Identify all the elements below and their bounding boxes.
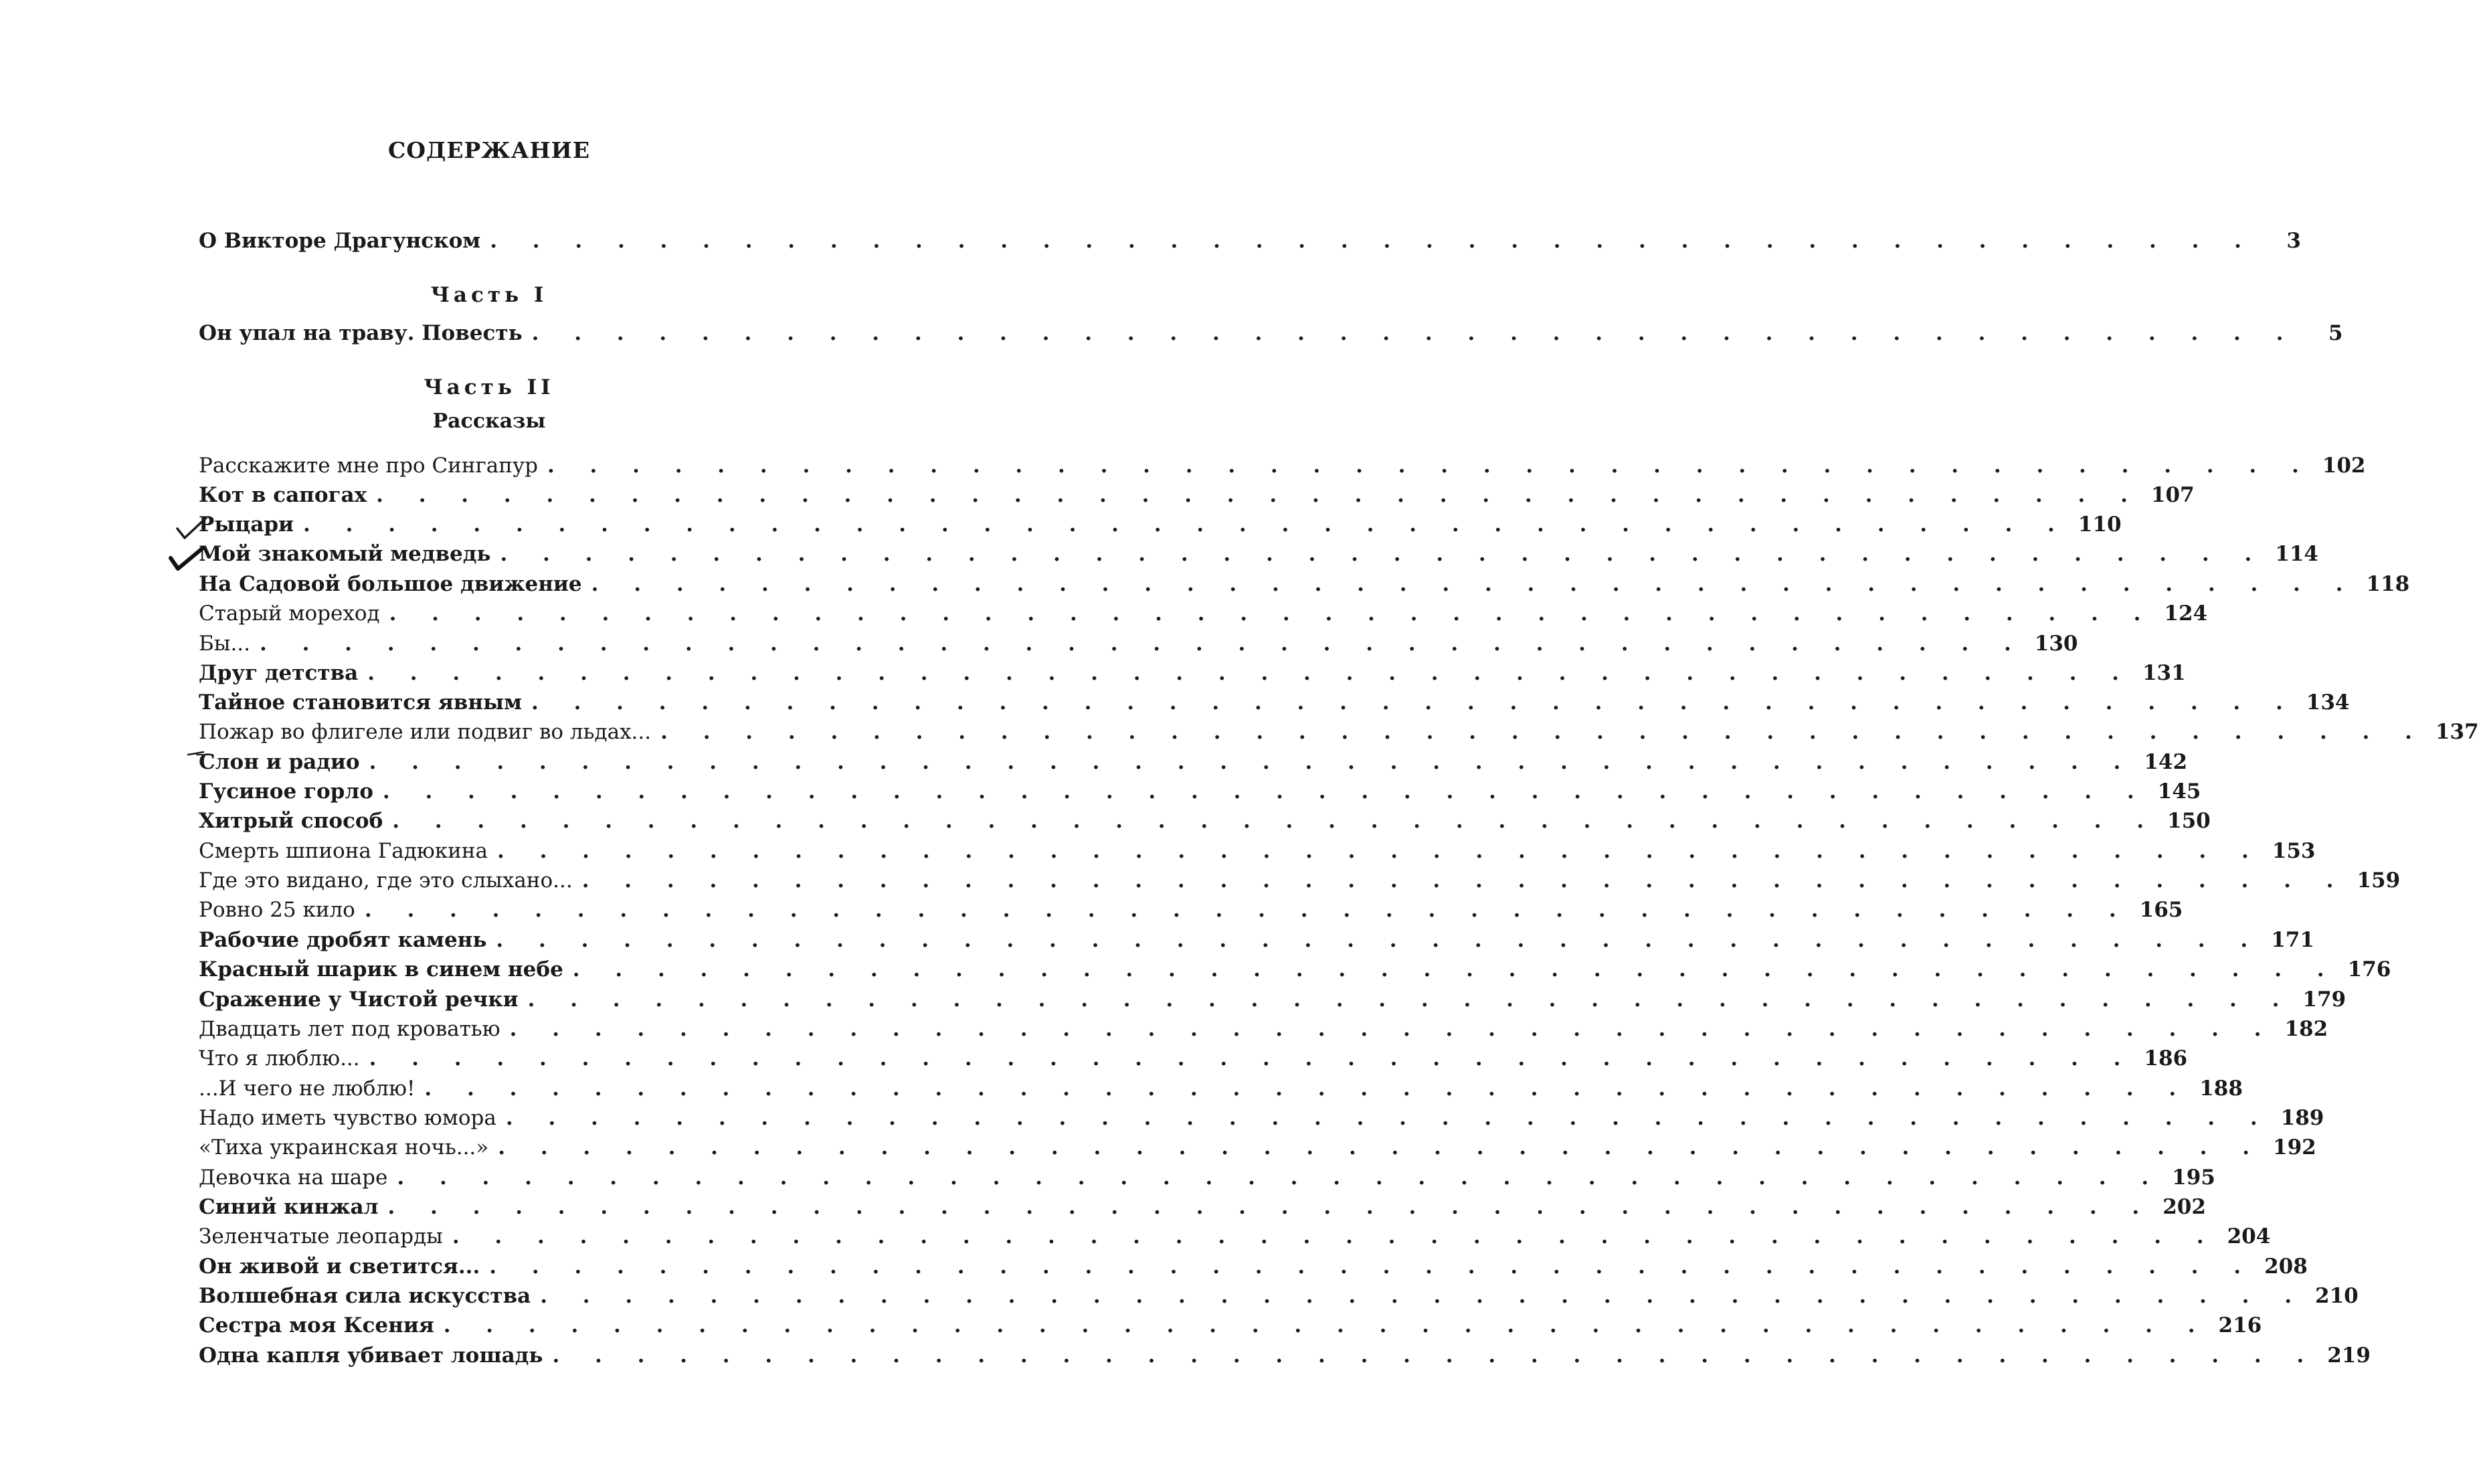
entry-title: Красный шарик в синем небе	[199, 957, 563, 982]
checkmark-icon	[169, 545, 206, 573]
entry-title: Рабочие дробят камень	[199, 928, 487, 952]
toc-entry[interactable]	[199, 1224, 2271, 1254]
entry-title: Где это видано, где это слыхано...	[199, 868, 573, 893]
entry-title: Девочка на шаре	[199, 1166, 388, 1190]
toc-entry[interactable]	[199, 661, 2186, 690]
entry-page: 145	[2157, 779, 2201, 804]
dot-leader: . . . . . . . . . . . . . . . . . . . . . . . . . . . . . . . . . . . . . . . . . .	[505, 1106, 2272, 1130]
dot-leader: . . . . . . . . . . . . . . . . . . . . . . . . . . . . . . . . . . . . . . . . . .	[552, 1343, 2318, 1368]
entry-title: Гусиное горло	[199, 779, 373, 804]
toc-entry[interactable]	[199, 1195, 2206, 1224]
dot-leader: . . . . . . . . . . . . . . . . . . . . . . . . . . . . . . . . . . . . . . . . . .	[452, 1224, 2218, 1248]
entry-title: Синий кинжал	[199, 1195, 379, 1219]
toc-entry[interactable]	[199, 898, 2183, 927]
toc-entry-novel[interactable]	[199, 321, 2343, 351]
entry-title: Расскажите мне про Сингапур	[199, 454, 538, 478]
entry-title: Друг детства	[199, 661, 359, 685]
dot-leader: . . . . . . . . . . . . . . . . . . . . . . . . . . . . . . . . . . . . . . . . . .	[581, 868, 2348, 893]
dot-leader: . . . . . . . . . . . . . . . . . . . . . . . . . . . . . . . . . . . . . . . . . .	[364, 898, 2130, 922]
dot-leader: . . . . . . . . . . . . . . . . . . . . . . . . . . . . . . . . . . . . . . . . . .	[424, 1077, 2191, 1101]
dot-leader: . . . . . . . . . . . . . . . . . . . . . . . . . . . . . . . . . . . . . . . . . .	[500, 542, 2266, 566]
entry-title: Надо иметь чувство юмора	[199, 1106, 496, 1130]
toc-entry[interactable]	[199, 1077, 2243, 1106]
dot-leader: . . . . . . . . . . . . . . . . . . . . . . . . . . . . . . . . . . . . . . . . . .	[369, 1046, 2135, 1071]
entry-page: 130	[2034, 632, 2078, 656]
entry-title: Что я люблю...	[199, 1046, 360, 1071]
dot-leader: . . . . . . . . . . . . . . . . . . . . . . . . . . . . . . . . . . . . . . . . . .	[540, 1284, 2306, 1308]
toc-entry[interactable]	[199, 1343, 2371, 1373]
entry-title: Волшебная сила искусства	[199, 1284, 531, 1308]
entry-page: 189	[2280, 1106, 2324, 1130]
entry-page: 186	[2144, 1046, 2188, 1071]
entry-title: «Тиха украинская ночь...»	[199, 1135, 489, 1160]
dot-leader: . . . . . . . . . . . . . . . . . . . . . . . . . . . . . . . . . . . . . . . . . .	[260, 632, 2025, 656]
dot-leader: . . . . . . . . . . . . . . . . . . . . . . . . . . . . . . . . . . . . . . . . . .	[527, 988, 2294, 1012]
entry-page: 179	[2302, 988, 2347, 1012]
toc-entry[interactable]	[199, 454, 2366, 483]
entry-page: 142	[2144, 750, 2188, 774]
toc-entry[interactable]	[199, 1135, 2316, 1165]
entry-title: Смерть шпиона Гадюкина	[199, 839, 488, 863]
dot-leader: . . . . . . . . . . . . . . . . . . . . . . . . . . . . . . . . . . . . . . . . . .	[367, 661, 2133, 685]
toc-entry[interactable]	[199, 809, 2211, 838]
entry-page: 134	[2306, 690, 2350, 715]
entry-page: 118	[2366, 572, 2410, 596]
dot-leader: . . . . . . . . . . . . . . . . . . . . . . . . . . . . . . . . . . . . . . . . . .	[572, 957, 2338, 982]
dot-leader: . . . . . . . . . . . . . . . . . . . . . . . . . . . . . . . . . . . . . . . . . .	[591, 572, 2357, 596]
entry-page: 219	[2327, 1343, 2371, 1368]
dot-leader: . . . . . . . . . . . . . . . . . . . . . . . . . . . . . . . . . . . . . . . . . .	[387, 1195, 2154, 1219]
entry-title: Двадцать лет под кроватью	[199, 1017, 500, 1041]
toc-entry[interactable]	[199, 988, 2347, 1017]
entry-title: Ровно 25 кило	[199, 898, 355, 922]
entry-title: Старый мореход	[199, 601, 380, 626]
entry-page: 176	[2347, 957, 2391, 982]
toc-entry[interactable]	[199, 483, 2195, 513]
entry-page: 153	[2272, 839, 2316, 863]
entry-page: 102	[2322, 454, 2366, 478]
entry-title: О Викторе Драгунском	[199, 229, 481, 253]
toc-entry[interactable]	[199, 868, 2401, 898]
dot-leader: . . . . . . . . . . . . . . . . . . . . . . . . . . . . . . . . . . . . . . . . . .	[531, 690, 2297, 715]
toc-entry[interactable]	[199, 1106, 2324, 1135]
page-title: СОДЕРЖАНИЕ	[387, 137, 590, 163]
dot-leader: . . . . . . . . . . . . . . . . . . . . . . . . . . . . . . . . . . . . . . . . . .	[376, 483, 2142, 507]
toc-entry[interactable]	[199, 513, 2122, 542]
toc-entry[interactable]	[199, 1017, 2328, 1046]
toc-entry[interactable]	[199, 542, 2318, 571]
entry-page: 5	[2328, 321, 2343, 345]
entry-page: 171	[2271, 928, 2314, 952]
dot-leader: . . . . . . . . . . . . . . . . . . . . . . . . . . . . . . . . . . . . . . . . . .	[369, 750, 2135, 774]
entry-page: 107	[2150, 483, 2195, 507]
toc-entry[interactable]	[199, 1284, 2359, 1313]
dot-leader: . . . . . . . . . . . . . . . . . . . . . . . . . . . . . . . . . . . . . . . . . .	[443, 1313, 2209, 1337]
entry-title: Он живой и светится...	[199, 1255, 480, 1279]
entry-page: 216	[2218, 1313, 2262, 1337]
toc-entry-intro[interactable]	[199, 229, 2301, 258]
entry-page: 165	[2139, 898, 2183, 922]
toc-entry[interactable]	[199, 720, 2479, 749]
entry-page: 114	[2275, 542, 2318, 566]
entry-page: 3	[2286, 229, 2301, 253]
toc-entry[interactable]	[199, 690, 2350, 720]
entry-title: Сражение у Чистой речки	[199, 988, 519, 1012]
toc-entry[interactable]	[199, 572, 2410, 601]
dot-leader: . . . . . . . . . . . . . . . . . . . . . . . . . . . . . . . . . . . . . . . . . .	[660, 720, 2426, 744]
entry-page: 210	[2315, 1284, 2359, 1308]
entry-page: 188	[2199, 1077, 2243, 1101]
entry-page: 195	[2172, 1166, 2215, 1190]
entry-page: 150	[2167, 809, 2211, 833]
toc-entry[interactable]	[199, 957, 2391, 987]
toc-entry[interactable]	[199, 779, 2201, 809]
dot-leader: . . . . . . . . . . . . . . . . . . . . . . . . . . . . . . . . . . . . . . . . . .	[489, 1255, 2256, 1279]
entry-title: На Садовой большое движение	[199, 572, 582, 596]
toc-entry[interactable]	[199, 928, 2314, 957]
pen-mark-icon	[186, 748, 213, 761]
entry-page: 137	[2435, 720, 2479, 744]
entry-page: 202	[2163, 1195, 2206, 1219]
toc-entry[interactable]	[199, 1313, 2262, 1343]
entry-page: 131	[2142, 661, 2186, 685]
dot-leader: . . . . . . . . . . . . . . . . . . . . . . . . . . . . . . . . . . . . . . . . . .	[498, 1135, 2264, 1160]
entry-page: 182	[2284, 1017, 2328, 1041]
dot-leader: . . . . . . . . . . . . . . . . . . . . . . . . . . . . . . . . . . . . . . . . . .	[509, 1017, 2276, 1041]
part-two-heading: Часть II	[424, 375, 555, 399]
toc-entry[interactable]	[199, 1255, 2308, 1284]
entry-page: 159	[2357, 868, 2401, 893]
toc-entry[interactable]	[199, 839, 2316, 868]
toc-entry[interactable]	[199, 1046, 2188, 1076]
entry-title: Сестра моя Ксения	[199, 1313, 434, 1337]
entry-title: Слон и радио	[199, 750, 360, 774]
entry-page: 124	[2164, 601, 2208, 626]
entry-page: 208	[2264, 1255, 2308, 1279]
entry-title: Мой знакомый медведь	[199, 542, 491, 566]
dot-leader: . . . . . . . . . . . . . . . . . . . . . . . . . . . . . . . . . . . . . . . . . .	[392, 809, 2159, 833]
part-two-subheading: Рассказы	[432, 409, 546, 433]
dot-leader: . . . . . . . . . . . . . . . . . . . . . . . . . . . . . . . . . . . . . . . . . .	[303, 513, 2069, 537]
toc-entry[interactable]	[199, 601, 2208, 631]
entry-title: Одна капля убивает лошадь	[199, 1343, 543, 1368]
dot-leader: . . . . . . . . . . . . . . . . . . . . . . . . . . . . . . . . . . . . . . . . . .	[397, 1166, 2163, 1190]
dot-leader: . . . . . . . . . . . . . . . . . . . . . . . . . . . . . . . . . . . . . . . . . .	[490, 229, 2256, 253]
entry-title: Кот в сапогах	[199, 483, 367, 507]
dot-leader: . . . . . . . . . . . . . . . . . . . . . . . . . . . . . . . . . . . . . . . . . .	[547, 454, 2313, 478]
entry-title: Хитрый способ	[199, 809, 383, 833]
dot-leader: . . . . . . . . . . . . . . . . . . . . . . . . . . . . . . . . . . . . . . . . . .	[496, 928, 2262, 952]
dot-leader: . . . . . . . . . . . . . . . . . . . . . . . . . . . . . . . . . . . . . . . . . .	[389, 601, 2155, 626]
toc-entry[interactable]	[199, 750, 2188, 779]
part-one-heading: Часть I	[430, 283, 548, 307]
entry-title: Пожар во флигеле или подвиг во льдах...	[199, 720, 652, 744]
entry-page: 110	[2078, 513, 2122, 537]
entry-title: Рыцари	[199, 513, 294, 537]
entry-title: Он упал на траву. Повесть	[199, 321, 523, 345]
entry-title: Бы...	[199, 632, 251, 656]
dot-leader: . . . . . . . . . . . . . . . . . . . . . . . . . . . . . . . . . . . . . . . . . .	[382, 779, 2148, 804]
checkmark-icon	[175, 515, 210, 542]
toc-entry[interactable]	[199, 632, 2078, 661]
entry-title: Тайное становится явным	[199, 690, 523, 715]
entry-page: 192	[2273, 1135, 2316, 1160]
dot-leader: . . . . . . . . . . . . . . . . . . . . . . . . . . . . . . . . . . . . . . . . . .	[496, 839, 2263, 863]
entry-title: ...И чего не люблю!	[199, 1077, 416, 1101]
entry-page: 204	[2227, 1224, 2271, 1248]
entry-title: Зеленчатые леопарды	[199, 1224, 443, 1248]
dot-leader: . . . . . . . . . . . . . . . . . . . . . . . . . . . . . . . . . . . . . . . . . .	[531, 321, 2298, 345]
toc-entry[interactable]	[199, 1166, 2215, 1195]
